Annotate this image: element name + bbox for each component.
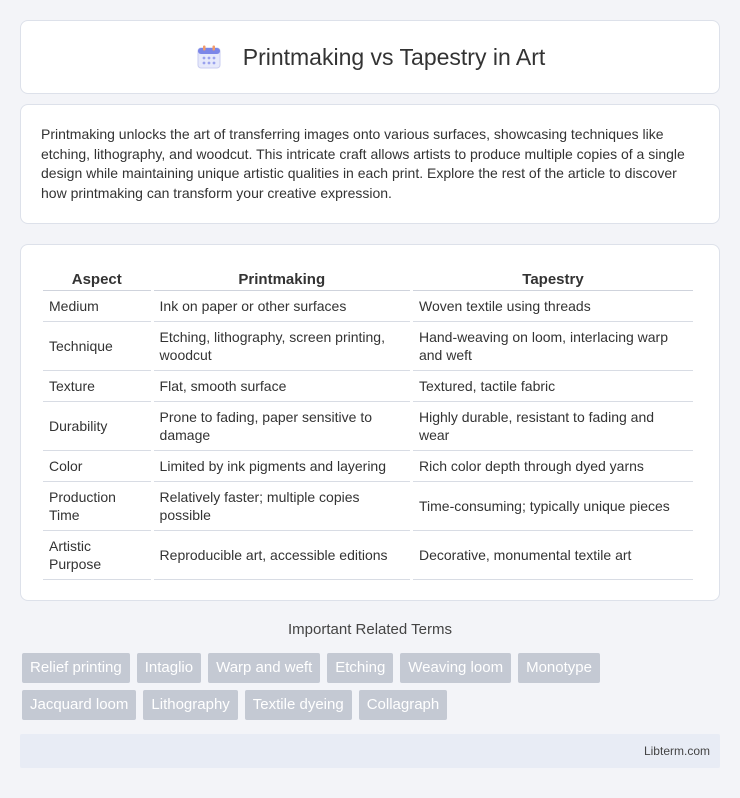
footer-link[interactable]: Libterm.com [643,744,710,758]
cell-printmaking: Ink on paper or other surfaces [154,291,410,322]
comparison-table-card [20,244,720,601]
table-row [43,531,693,580]
tag-collagraph[interactable]: Collagraph [359,690,448,720]
cell-tapestry: Decorative, monumental textile art [413,531,693,580]
tag-weaving-loom[interactable]: Weaving loom [400,653,511,683]
cell-tapestry: Textured, tactile fabric [413,371,693,402]
cell-printmaking: Etching, lithography, screen printing, woodcut [154,322,410,371]
cell-printmaking: Flat, smooth surface [154,371,410,402]
table-row [43,402,693,451]
intro-text: Printmaking unlocks the art of transferring images onto various surfaces, showcasing techniques like etching, lithography, and woodcut. This intricate craft allows artists to produce multiple copies of a single design while maintaining unique artistic qualities in each print. Explore the rest of the article to discover how printmaking can transform your creative expression. [41,126,685,201]
tag-intaglio[interactable]: Intaglio [137,653,201,683]
tag-textile-dyeing[interactable]: Textile dyeing [245,690,352,720]
tag-relief-printing[interactable]: Relief printing [22,653,130,683]
header-printmaking: Printmaking [154,265,410,291]
page-title: Printmaking vs Tapestry in Art [242,43,546,70]
table-row [43,482,693,531]
table-row [43,371,693,402]
intro-card [20,104,720,224]
header-tapestry: Tapestry [413,265,693,291]
cell-tapestry: Highly durable, resistant to fading and wear [413,402,693,451]
table-row [43,322,693,371]
cell-tapestry: Hand-weaving on loom, interlacing warp and weft [413,322,693,371]
tag-monotype[interactable]: Monotype [518,653,600,683]
header-aspect: Aspect [43,265,151,291]
comparison-table [40,265,696,580]
related-terms-title: Important Related Terms [288,621,452,638]
cell-printmaking: Reproducible art, accessible editions [154,531,410,580]
table-row [43,291,693,322]
cell-printmaking: Relatively faster; multiple copies possible [154,482,410,531]
header-card [20,20,720,94]
cell-tapestry: Woven textile using threads [413,291,693,322]
related-terms-list [22,653,722,727]
table-row [43,451,693,482]
calendar-icon [195,43,223,71]
cell-aspect: Texture [43,371,151,402]
cell-tapestry: Time-consuming; typically unique pieces [413,482,693,531]
tag-jacquard-loom[interactable]: Jacquard loom [22,690,136,720]
cell-aspect: Medium [43,291,151,322]
footer [20,734,720,768]
cell-aspect: Artistic Purpose [43,531,151,580]
cell-aspect: Technique [43,322,151,371]
cell-aspect: Production Time [43,482,151,531]
table-header-row [43,265,693,291]
cell-aspect: Color [43,451,151,482]
cell-tapestry: Rich color depth through dyed yarns [413,451,693,482]
tag-lithography[interactable]: Lithography [143,690,237,720]
cell-printmaking: Limited by ink pigments and layering [154,451,410,482]
tag-warp-and-weft[interactable]: Warp and weft [208,653,320,683]
cell-printmaking: Prone to fading, paper sensitive to damage [154,402,410,451]
tag-etching[interactable]: Etching [327,653,393,683]
cell-aspect: Durability [43,402,151,451]
